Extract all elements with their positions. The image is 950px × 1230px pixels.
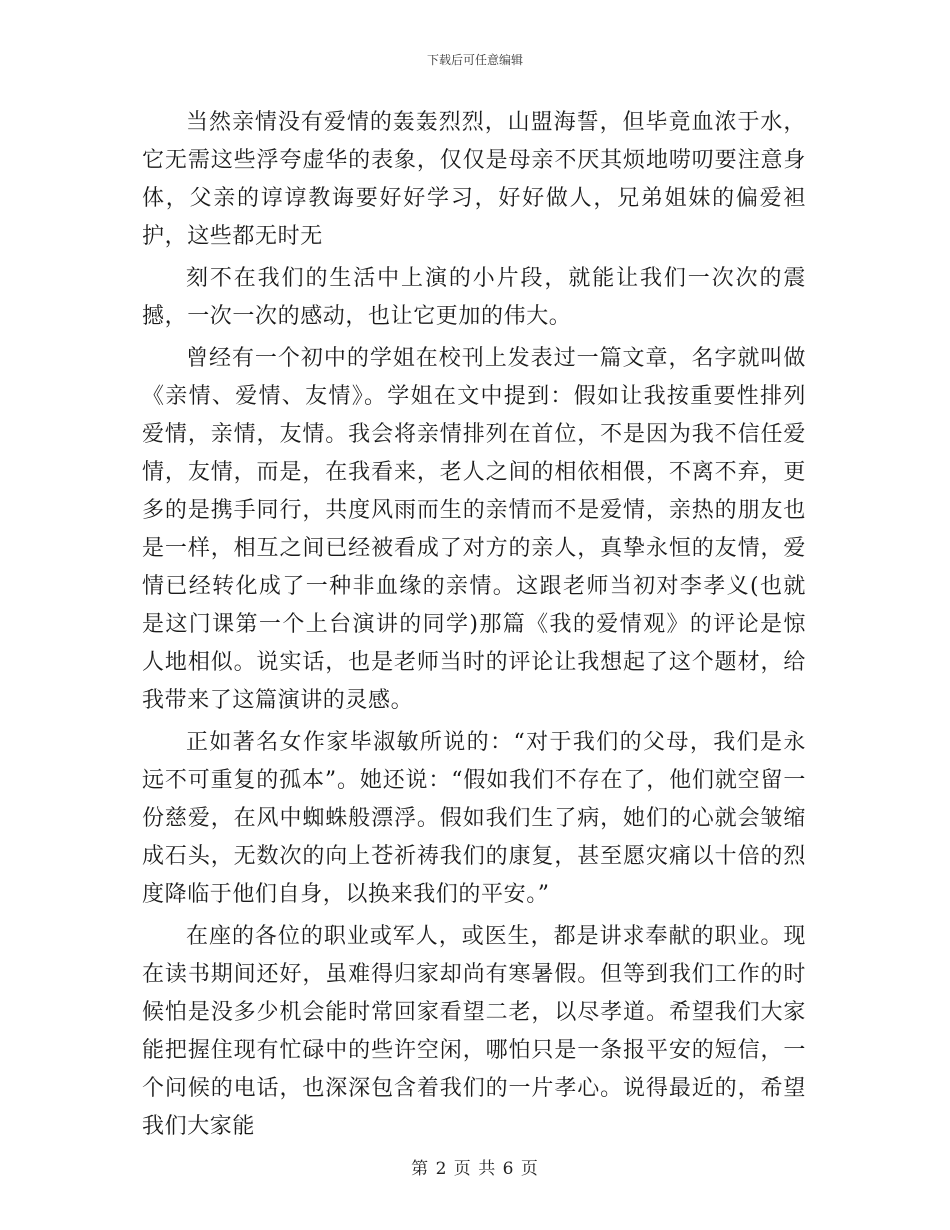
page-header-note: 下载后可任意编辑 [426,53,523,67]
paragraph-5: 在座的各位的职业或军人，或医生，都是讲求奉献的职业。现在读书期间还好，虽难得归家却尚有寒暑假。但等到我们工作的时候怕是没多少机会能时常回家看望二老，以尽孝道。希望我们大家能把握住现有忙碌中的些许空闲，哪怕只是一条报平安的短信，一个问候的电话，也深深包含着我们的一片孝心。说得最近的，希望我们大家能 [142,924,806,1139]
paragraph-2: 刻不在我们的生活中上演的小片段，就能让我们一次次的震撼，一次一次的感动，也让它更加的伟大。 [142,266,806,329]
paragraph-3: 曾经有一个初中的学姐在校刊上发表过一篇文章，名字就叫做《亲情、爱情、友情》。学姐在文中提到：假如让我按重要性排列爱情，亲情，友情。我会将亲情排列在首位，不是因为我不信任爱情，友情，而是，在我看来，老人之间的相依相偎，不离不弃，更多的是携手同行，共度风雨而生的亲情而不是爱情，亲热的朋友也是一样，相互之间已经被看成了对方的亲人，真挚永恒的友情，爱情已经转化成了一种非血缘的亲情。这跟老师当初对李孝义(也就是这门课第一个上台演讲的同学)那篇《我的爱情观》的评论是惊人地相似。说实话，也是老师当时的评论让我想起了这个题材，给我带来了这篇演讲的灵感。 [142,346,806,713]
paragraph-1: 当然亲情没有爱情的轰轰烈烈，山盟海誓，但毕竟血浓于水，它无需这些浮夸虚华的表象，仅仅是母亲不厌其烦地唠叨要注意身体，父亲的谆谆教诲要好好学习，好好做人，兄弟姐妹的偏爱袒护，这些都无时无 [142,110,806,249]
page-number: 第 2 页 共 6 页 [411,1159,539,1179]
document-body [142,104,806,1150]
paragraph-4: 正如著名女作家毕淑敏所说的：“对于我们的父母，我们是永远不可重复的孤本”。她还说：“假如我们不存在了，他们就空留一份慈爱，在风中蜘蛛般漂浮。假如我们生了病，她们的心就会皱缩成石头，无数次的向上苍祈祷我们的康复，甚至愿灾痛以十倍的烈度降临于他们自身，以换来我们的平安。” [142,730,806,907]
